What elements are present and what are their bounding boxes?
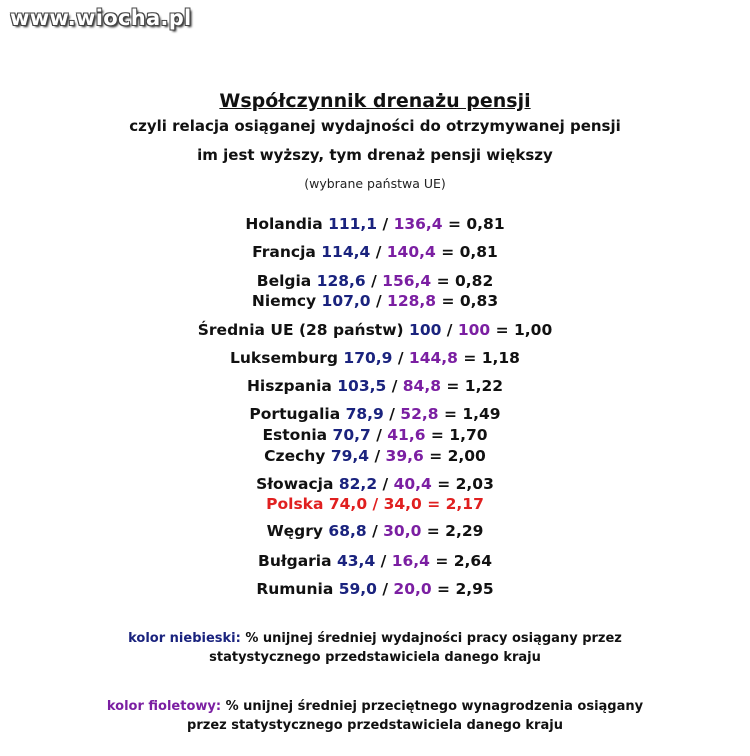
legend-blue-text: % unijnej średniej wydajności pracy osiągany przez <box>240 631 622 646</box>
country-name: Niemcy <box>251 292 317 310</box>
country-row: Średnia UE (28 państw) 100 / 100 = 1,00 <box>197 321 553 339</box>
country-row: Luksemburg 170,9 / 144,8 = 1,18 <box>230 349 520 367</box>
country-row: Francja 114,4 / 140,4 = 0,81 <box>252 243 498 261</box>
ratio-value: 1,18 <box>481 349 520 367</box>
wage-value: 136,4 <box>393 215 443 233</box>
ratio-value: 0,83 <box>459 292 499 310</box>
ratio-value: 1,22 <box>464 377 504 395</box>
country-row: Rumunia 59,0 / 20,0 = 2,95 <box>256 580 494 598</box>
country-row: Słowacja 82,2 / 40,4 = 2,03 <box>256 475 494 493</box>
ratio-value: 2,64 <box>453 552 492 570</box>
site-watermark: www.wiocha.pl <box>10 6 192 30</box>
productivity-value: 82,2 <box>338 475 378 493</box>
scope-note: (wybrane państwa UE) <box>304 176 446 191</box>
ratio-value: 0,81 <box>466 215 505 233</box>
country-name: Średnia UE (28 państw) <box>197 321 404 339</box>
wage-value: 52,8 <box>400 405 439 423</box>
country-name: Bułgaria <box>258 552 332 570</box>
country-name: Rumunia <box>256 580 334 598</box>
wage-value: 30,0 <box>383 522 422 540</box>
legend-blue <box>0 629 750 667</box>
country-name: Hiszpania <box>246 377 332 395</box>
wage-value: 84,8 <box>402 377 442 395</box>
legend-violet-text-2: przez statystycznego przedstawiciela danego kraju <box>187 718 563 733</box>
country-row: Holandia 111,1 / 136,4 = 0,81 <box>245 215 505 233</box>
legend-violet-label: kolor fioletowy: <box>106 699 222 714</box>
legend-blue-label: kolor niebieski: <box>128 631 241 646</box>
wage-value: 140,4 <box>386 243 436 261</box>
country-row: Węgry 68,8 / 30,0 = 2,29 <box>266 522 484 540</box>
country-name: Luksemburg <box>230 349 338 367</box>
ratio-value: 1,49 <box>462 405 501 423</box>
country-name: Polska <box>266 495 324 513</box>
productivity-value: 114,4 <box>321 243 371 261</box>
country-row: Hiszpania 103,5 / 84,8 = 1,22 <box>246 377 504 395</box>
productivity-value: 79,4 <box>330 447 370 465</box>
productivity-value: 43,4 <box>336 552 376 570</box>
country-name: Estonia <box>262 426 328 444</box>
country-name: Czechy <box>264 447 326 465</box>
ratio-value: 1,70 <box>449 426 488 444</box>
ratio-value: 2,03 <box>455 475 494 493</box>
productivity-value: 78,9 <box>345 405 384 423</box>
legend-violet-text: % unijnej średniej przeciętnego wynagrodzenia osiągany <box>221 699 644 714</box>
ratio-value: 0,82 <box>454 272 494 290</box>
page-title: Współczynnik drenażu pensji <box>219 90 531 112</box>
country-row: Portugalia 78,9 / 52,8 = 1,49 <box>249 405 501 423</box>
wage-value: 100 <box>457 321 491 339</box>
ratio-value: 0,81 <box>459 243 498 261</box>
productivity-value: 170,9 <box>343 349 393 367</box>
productivity-value: 70,7 <box>332 426 371 444</box>
ratio-value: 1,00 <box>514 321 553 339</box>
country-row: Czechy 79,4 / 39,6 = 2,00 <box>264 447 486 465</box>
wage-value: 39,6 <box>385 447 424 465</box>
wage-value: 34,0 <box>383 495 422 513</box>
wage-value: 156,4 <box>382 272 432 290</box>
ratio-value: 2,29 <box>445 522 484 540</box>
productivity-value: 128,6 <box>316 272 366 290</box>
wage-value: 40,4 <box>393 475 432 493</box>
country-row: Polska 74,0 / 34,0 = 2,17 <box>266 495 484 513</box>
wage-value: 41,6 <box>387 426 426 444</box>
legend-violet <box>0 697 750 735</box>
productivity-value: 74,0 <box>328 495 368 513</box>
subtitle-line-2: im jest wyższy, tym drenaż pensji większy <box>197 146 553 164</box>
country-row: Niemcy 107,0 / 128,8 = 0,83 <box>251 292 499 310</box>
ratio-value: 2,00 <box>447 447 486 465</box>
country-name: Słowacja <box>256 475 334 493</box>
wage-value: 16,4 <box>391 552 430 570</box>
productivity-value: 111,1 <box>328 215 378 233</box>
wage-value: 128,8 <box>387 292 437 310</box>
productivity-value: 100 <box>409 321 442 339</box>
productivity-value: 59,0 <box>338 580 377 598</box>
country-name: Holandia <box>245 215 323 233</box>
country-row: Estonia 70,7 / 41,6 = 1,70 <box>262 426 488 444</box>
country-row: Bułgaria 43,4 / 16,4 = 2,64 <box>258 552 492 570</box>
country-name: Portugalia <box>249 405 341 423</box>
country-row: Belgia 128,6 / 156,4 = 0,82 <box>256 272 494 290</box>
ratio-value: 2,95 <box>455 580 494 598</box>
wage-value: 20,0 <box>393 580 432 598</box>
productivity-value: 107,0 <box>321 292 371 310</box>
country-name: Belgia <box>256 272 312 290</box>
legend-blue-text-2: statystycznego przedstawiciela danego kraju <box>209 650 541 665</box>
productivity-value: 103,5 <box>337 377 387 395</box>
productivity-value: 68,8 <box>328 522 367 540</box>
subtitle-line-1: czyli relacja osiąganej wydajności do otrzymywanej pensji <box>129 117 621 135</box>
wage-value: 144,8 <box>408 349 458 367</box>
ratio-value: 2,17 <box>445 495 484 513</box>
country-name: Francja <box>252 243 316 261</box>
country-name: Węgry <box>266 522 324 540</box>
